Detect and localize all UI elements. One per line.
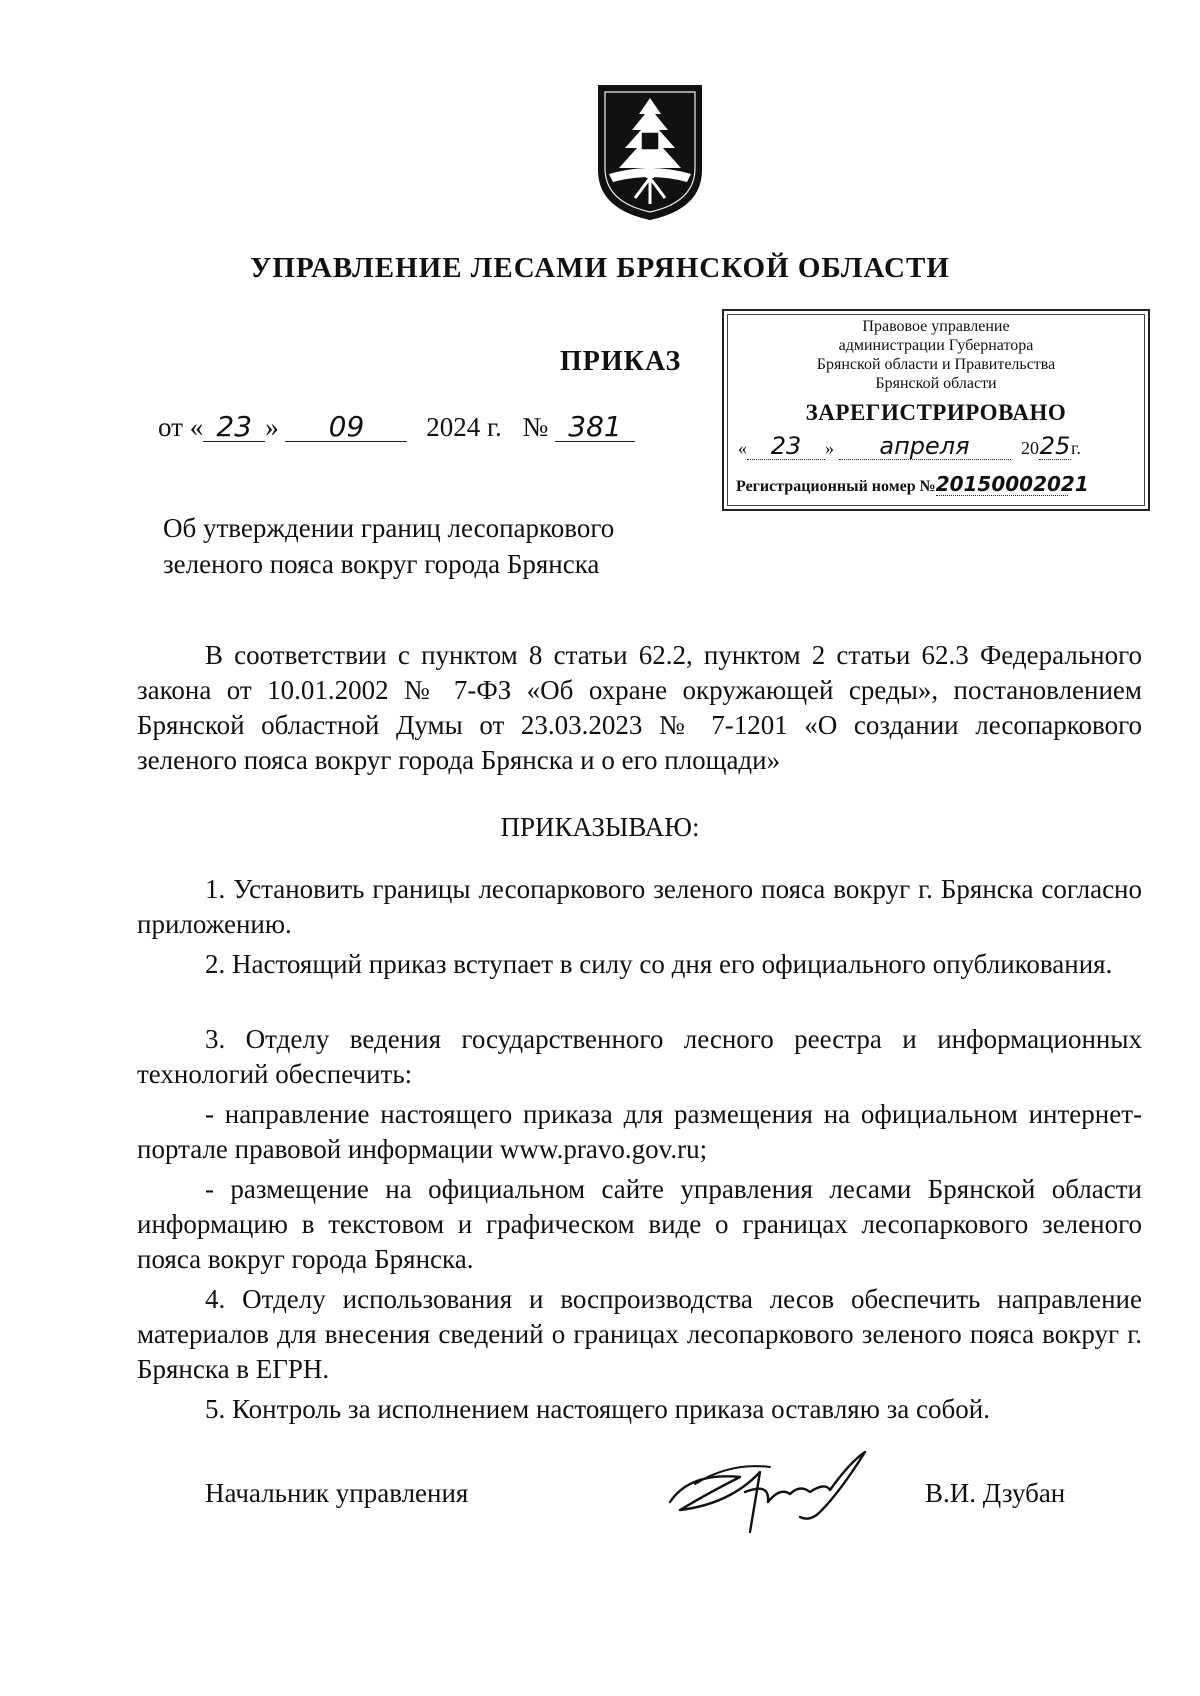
coat-of-arms-icon — [595, 82, 705, 222]
stamp-month: апреля — [839, 433, 1011, 460]
stamp-open-quote: « — [738, 438, 747, 458]
order-day: 23 — [203, 413, 265, 442]
order-item-3a: - направление настоящего приказа для размещения на официальном интернет-портале правовой информации www.pravo.gov.ru; — [137, 1099, 1142, 1164]
order-item-4: 4. Отделу использования и воспроизводства лесов обеспечить направление материалов для внесения сведений о границах лесопаркового зеленого пояса вокруг г. Брянска в ЕГРН. — [137, 1284, 1142, 1384]
order-year: 2024 г. — [426, 412, 502, 442]
order-number: 381 — [555, 413, 635, 442]
registration-stamp — [722, 309, 1150, 511]
number-sign: № — [522, 412, 549, 442]
preamble-paragraph: В соответствии с пунктом 8 статьи 62.2, пунктом 2 статьи 62.3 Федерального закона от 10.01.2002 № 7-ФЗ «Об охране окружающей среды», постановлением Брянской областной Думы от 23.03.2023 № 7-1201 «О создании лесопаркового зеленого пояса вокруг города Брянска и о его площади» — [137, 640, 1142, 775]
stamp-year-prefix: 20 — [1021, 438, 1039, 458]
order-item-3b: - размещение на официальном сайте управления лесами Брянской области информацию в текстовом и графическом виде о границах лесопаркового зеленого пояса вокруг города Брянска. — [137, 1174, 1142, 1274]
order-item-1: 1. Установить границы лесопаркового зеленого пояса вокруг г. Брянска согласно приложению. — [137, 874, 1142, 939]
stamp-year-unit: г. — [1071, 438, 1081, 458]
organization-title: УПРАВЛЕНИЕ ЛЕСАМИ БРЯНСКОЙ ОБЛАСТИ — [250, 252, 950, 284]
signatory-position: Начальник управления — [205, 1478, 469, 1508]
stamp-line-1: Правовое управление — [862, 318, 1010, 335]
stamp-reg-number: 20150002021 — [935, 472, 1089, 496]
stamp-registration-number — [736, 473, 1144, 496]
order-date-line — [158, 412, 635, 443]
subject-line-2: зеленого пояса вокруг города Брянска — [163, 549, 600, 579]
order-item-3: 3. Отделу ведения государственного лесного реестра и информационных технологий обеспечить: — [137, 1024, 1142, 1089]
order-item-2: 2. Настоящий приказ вступает в силу со дня его официального опубликования. — [205, 949, 1113, 979]
stamp-date — [738, 433, 1138, 460]
stamp-reg-label: Регистрационный номер № — [736, 478, 936, 495]
stamp-line-4: Брянской области — [875, 375, 997, 392]
stamp-line-3: Брянской области и Правительства — [816, 356, 1056, 373]
document-type: ПРИКАЗ — [560, 346, 682, 377]
order-word: ПРИКАЗЫВАЮ: — [500, 812, 700, 842]
stamp-line-2: администрации Губернатора — [838, 337, 1034, 354]
order-item-5: 5. Контроль за исполнением настоящего приказа оставляю за собой. — [205, 1394, 990, 1424]
stamp-day: 23 — [747, 433, 825, 460]
stamp-status: ЗАРЕГИСТРИРОВАНО — [805, 400, 1067, 425]
stamp-close-quote: » — [825, 438, 834, 458]
handwritten-signature — [650, 1432, 900, 1542]
date-prefix: от « — [158, 412, 204, 442]
subject-line-1: Об утверждении границ лесопаркового — [163, 513, 615, 543]
stamp-year: 25 — [1039, 432, 1071, 460]
document-subject — [163, 510, 683, 582]
order-month: 09 — [285, 413, 407, 442]
date-mid: » — [265, 412, 279, 442]
signatory-name: В.И. Дзубан — [925, 1478, 1066, 1508]
